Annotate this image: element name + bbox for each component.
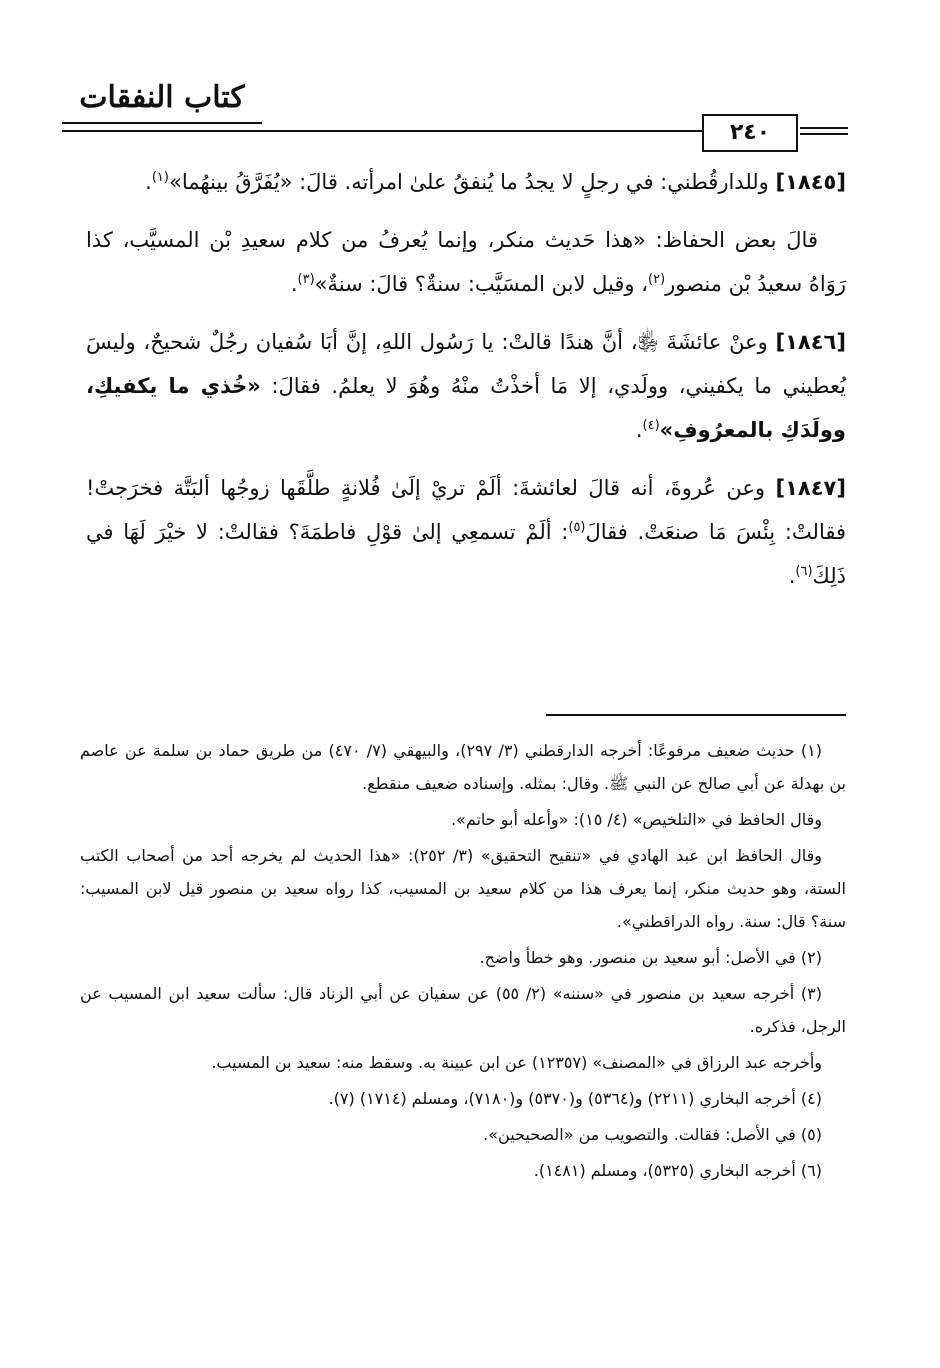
paragraph-text: قالَ بعض الحفاظ: «هذا حَديث منكر، وإنما يُعرفُ من كلام سعيدِ بْن المسيَّب، كذا رَوَاهُ سعيدُ بْن منصور <box>86 228 846 296</box>
paragraph-text: وعنْ عائشَةَ ﵂، أنَّ هندًا قالتْ: يا رَسُول اللهِ، إنَّ أبَا سُفيان رجُلٌ شحيحٌ، وليسَ يُعطيني ما يكفيني، وولَدي، إلا مَا أخذْتُ منْهُ وهُوَ لا يعلمُ. فقالَ: <box>86 330 846 398</box>
header-rule <box>62 130 702 132</box>
paragraph-1845 <box>86 160 846 204</box>
footnote-separator <box>546 714 846 716</box>
main-text <box>86 160 846 612</box>
page-number: ٢٤٠ <box>702 114 798 152</box>
footnote-4: (٤) أخرجه البخاري (٢٢١١) و(٥٣٦٤) و(٥٣٧٠) و(٧١٨٠)، ومسلم (١٧١٤) (٧). <box>328 1089 822 1108</box>
paragraph-end: . <box>145 170 152 194</box>
footnote-ref[interactable]: (٥) <box>568 520 586 535</box>
footnote-ref[interactable]: (١) <box>151 170 169 185</box>
paragraph-text: ، وقيل لابن المسَيَّب: سنةٌ؟ قالَ: سنةٌ» <box>314 272 648 296</box>
footnote-ref[interactable]: (٦) <box>795 564 813 579</box>
footnote-3: (٣) أخرجه سعيد بن منصور في «سننه» (٢/ ٥٥) عن سفيان عن أبي الزناد قال: سألت سعيد ابن المسيب عن الرجل، فذكره. <box>80 984 846 1036</box>
footnote-1-note-b: وقال الحافظ ابن عبد الهادي في «تنقيح التحقيق» (٣/ ٢٥٢): «هذا الحديث لم يخرجه أحد من أصحاب الكتب الستة، وهو حديث منكر، إنما يعرف هذا من كلام سعيد بن المسيب، كذا رواه سعيد بن منصور قيل لابن المسيب: سنة؟ قال: سنة. رواه الدراقطني». <box>80 846 846 931</box>
paragraph-end: . <box>635 418 643 442</box>
chapter-title-underline <box>62 122 262 124</box>
footnote-3-note: وأخرجه عبد الرزاق في «المصنف» (١٢٣٥٧) عن ابن عيينة به. وسقط منه: سعيد بن المسيب. <box>211 1053 822 1072</box>
hadith-number: [١٨٤٥] <box>775 170 846 194</box>
footnotes <box>80 734 846 1190</box>
footnote-1: (١) حديث ضعيف مرفوعًا: أخرجه الدارقطني (٣/ ٢٩٧)، والبيهقي (٧/ ٤٧٠) من طريق حماد بن سلمة عن عاصم بن بهدلة عن أبي صالح عن النبي ﷺ. وقال: بمثله. وإسناده ضعيف منقطع. <box>80 741 846 793</box>
footnote-ref[interactable]: (٤) <box>642 418 660 433</box>
paragraph-end: . <box>290 272 298 296</box>
paragraph-text: : ألَمْ تسمعِي إلىٰ قوْلِ فاطمَةَ؟ فقالتْ: لا خيْرَ لَهَا في ذَلِكَ <box>86 520 846 588</box>
paragraph-commentary <box>86 218 846 306</box>
hadith-number: [١٨٤٦] <box>775 330 846 354</box>
footnote-6: (٦) أخرجه البخاري (٥٣٢٥)، ومسلم (١٤٨١). <box>533 1161 822 1180</box>
paragraph-1846 <box>86 320 846 452</box>
footnote-2: (٢) في الأصل: أبو سعيد بن منصور. وهو خطأ واضح. <box>479 948 822 967</box>
header-rule-right-bottom <box>800 133 848 135</box>
paragraph-text: وللدارقُطني: في رجلٍ لا يجدُ ما يُنفقُ علىٰ امرأته. قالَ: «يُفَرَّقُ بينهُما» <box>168 170 776 194</box>
paragraph-text: وعن عُروةَ، أنه قالَ لعائشةَ: ألَمْ تريْ إلَىٰ فُلانةٍ طلَّقَها زوجُها ألبَتَّة فخرَجتْ! فقالتْ: بِئْسَ مَا صنعَتْ. فقالَ <box>86 476 846 544</box>
footnote-5: (٥) في الأصل: فقالت. والتصويب من «الصحيحين». <box>483 1125 822 1144</box>
paragraph-1847 <box>86 466 846 598</box>
header-rule-right-top <box>800 127 848 129</box>
footnote-ref[interactable]: (٣) <box>297 272 315 287</box>
paragraph-end: . <box>788 564 796 588</box>
hadith-number: [١٨٤٧] <box>775 476 846 500</box>
chapter-title: كتاب النفقات <box>79 80 245 115</box>
footnote-ref[interactable]: (٢) <box>648 272 666 287</box>
prophetic-saying: «خُذي ما يكفيكِ، وولَدَكِ بالمعرُوفِ» <box>86 374 846 442</box>
footnote-1-note-a: وقال الحافظ في «التلخيص» (٤/ ١٥): «وأعله أبو حاتم». <box>450 810 822 829</box>
